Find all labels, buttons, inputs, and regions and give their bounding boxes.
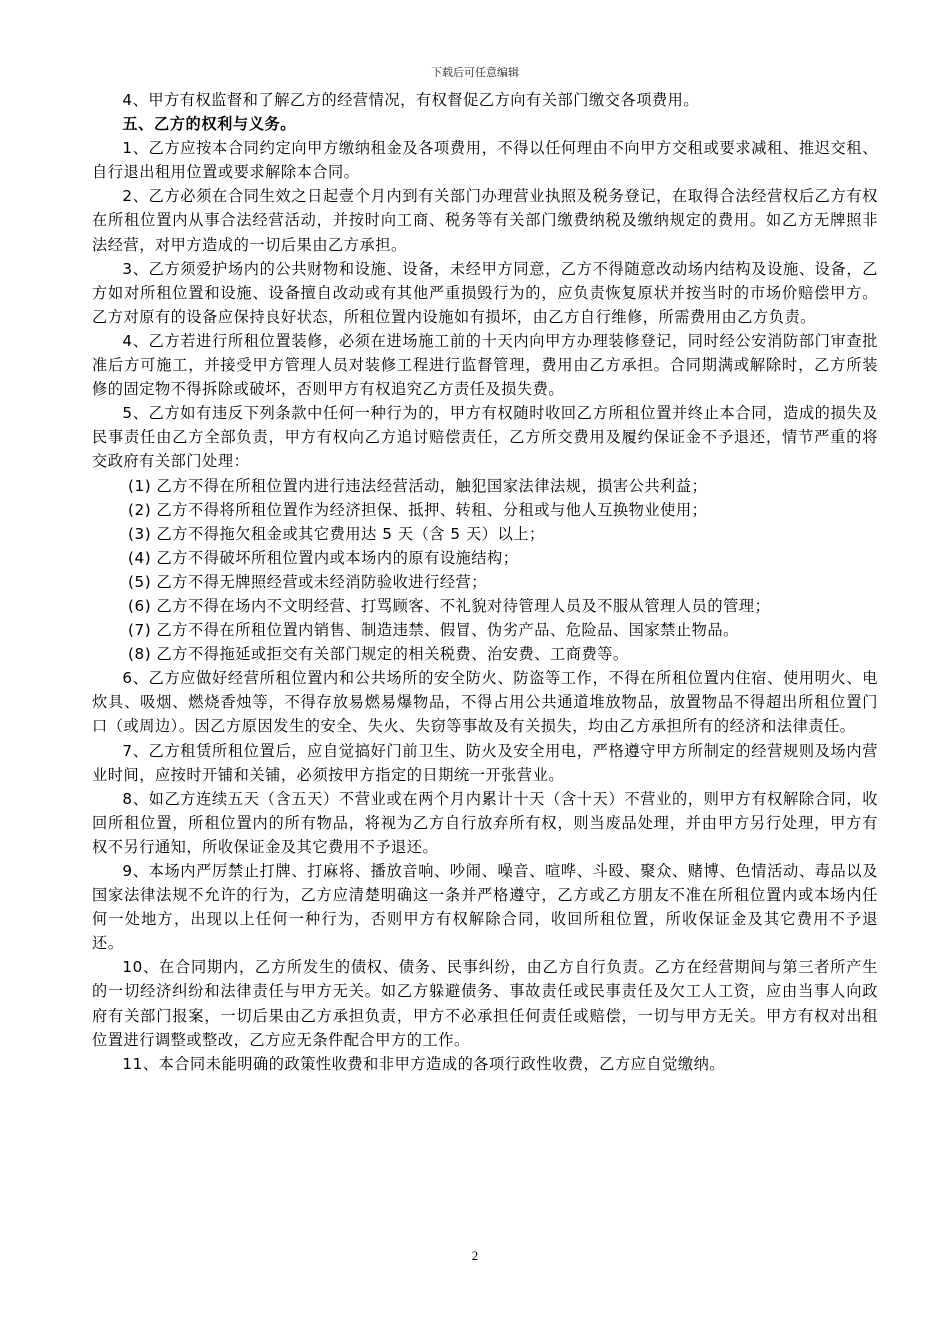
page-header-note: 下载后可任意编辑: [431, 66, 519, 79]
page-number: 2: [471, 1248, 479, 1263]
clause-5-violations: 5、乙方如有违反下列条款中任何一种行为的，甲方有权随时收回乙方所租位置并终止本合同，造成的损失及民事责任由乙方全部负责，甲方有权向乙方追讨赔偿责任，乙方所交费用及履约保证金不予退还，情节严重的将交政府有关部门处理：: [92, 404, 878, 471]
violation-item-6: (6) 乙方不得在场内不文明经营、打骂顾客、不礼貌对待管理人员及不服从管理人员的管理；: [128, 596, 771, 615]
clause-4-renovation: 4、乙方若进行所租位置装修，必须在进场施工前的十天内向甲方办理装修登记，同时经公安消防部门审查批准后方可施工，并接受甲方管理人员对装修工程进行监督管理，费用由乙方承担。合同期满或解除时，乙方所装修的固定物不得拆除或破坏，否则甲方有权追究乙方责任及损失费。: [92, 331, 878, 399]
clause-7-hygiene: 7、乙方租赁所租位置后，应自觉搞好门前卫生、防火及安全用电，严格遵守甲方所制定的经营规则及场内营业时间，应按时开铺和关铺，必须按甲方指定的日期统一开张营业。: [92, 741, 878, 784]
violation-item-8: (8) 乙方不得拖延或拒交有关部门规定的相关税费、治安费、工商费等。: [128, 645, 629, 664]
clause-2-license: 2、乙方必须在合同生效之日起壹个月内到有关部门办理营业执照及税务登记，在取得合法经营权后乙方有权在所租位置内从事合法经营活动，并按时向工商、税务等有关部门缴费纳税及缴纳规定的费用。如乙方无牌照非法经营，对甲方造成的一切后果由乙方承担。: [92, 187, 878, 254]
violation-item-7: (7) 乙方不得在所租位置内销售、制造违禁、假冒、伪劣产品、危险品、国家禁止物品。: [128, 621, 739, 640]
clause-8-closure: 8、如乙方连续五天（含五天）不营业或在两个月内累计十天（含十天）不营业的，则甲方有权解除合同，收回所租位置，所租位置内的所有物品，将视为乙方自行放弃所有权，则当废品处理，并由甲方另行处理，甲方有权不另行通知，所收保证金及其它费用不予退还。: [92, 789, 878, 856]
violation-item-3: (3) 乙方不得拖欠租金或其它费用达 5 天（含 5 天）以上；: [128, 524, 545, 543]
clause-3-facilities: 3、乙方须爱护场内的公共财物和设施、设备，未经甲方同意，乙方不得随意改动场内结构及设施、设备，乙方如对所租位置和设施、设备擅自改动或有其他严重损毁行为的，应负责恢复原状并按当时的市场价赔偿甲方。乙方对原有的设备应保持良好状态，所租位置内设施如有损坏，由乙方自行维修，所需费用由乙方负责。: [92, 259, 878, 326]
clause-6-safety: 6、乙方应做好经营所租位置内和公共场所的安全防火、防盗等工作，不得在所租位置内住宿、使用明火、电炊具、吸烟、燃烧香烛等，不得存放易燃易爆物品，不得占用公共通道堆放物品，放置物品不得超出所租位置门口（或周边）。因乙方原因发生的安全、失火、失窃等事故及有关损失，均由乙方承担所有的经济和法律责任。: [92, 669, 878, 736]
section-heading-party-b-rights: 五、乙方的权利与义务。: [122, 115, 297, 134]
violation-item-1: (1) 乙方不得在所租位置内进行违法经营活动，触犯国家法律法规，损害公共利益；: [128, 476, 708, 495]
clause-9-prohibitions: 9、本场内严厉禁止打牌、打麻将、播放音响、吵闹、噪音、喧哗、斗殴、聚众、赌博、色情活动、毒品以及国家法律法规不允许的行为，乙方应清楚明确这一条并严格遵守，乙方或乙方朋友不准在所租位置内或本场内任何一处地方，出现以上任何一种行为，否则甲方有权解除合同，收回所租位置，所收保证金及其它费用不予退还。: [92, 862, 878, 953]
clause-10-liabilities: 10、在合同期内，乙方所发生的债权、债务、民事纠纷，由乙方自行负责。乙方在经营期间与第三者所产生的一切经济纠纷和法律责任与甲方无关。如乙方躲避债务、事故责任或民事责任及欠工人工资，应由当事人向政府有关部门报案，一切后果由乙方承担负责，甲方不必承担任何责任或赔偿，一切与甲方无关。甲方有权对出租位置进行调整或整改，乙方应无条件配合甲方的工作。: [92, 958, 878, 1049]
violation-item-2: (2) 乙方不得将所租位置作为经济担保、抵押、转租、分租或与他人互换物业使用；: [128, 500, 708, 519]
violation-item-5: (5) 乙方不得无牌照经营或未经消防验收进行经营；: [128, 572, 488, 591]
clause-11-fees: 11、本合同未能明确的政策性收费和非甲方造成的各项行政性收费，乙方应自觉缴纳。: [122, 1054, 726, 1073]
clause-4-supervision: 4、甲方有权监督和了解乙方的经营情况，有权督促乙方向有关部门缴交各项费用。: [122, 91, 700, 109]
violation-item-4: (4) 乙方不得破坏所租位置内或本场内的原有设施结构；: [128, 548, 519, 567]
clause-1-payment: 1、乙方应按本合同约定向甲方缴纳租金及各项费用，不得以任何理由不向甲方交租或要求减租、推迟交租、自行退出租用位置或要求解除本合同。: [92, 139, 878, 182]
document-body: [92, 88, 878, 1076]
